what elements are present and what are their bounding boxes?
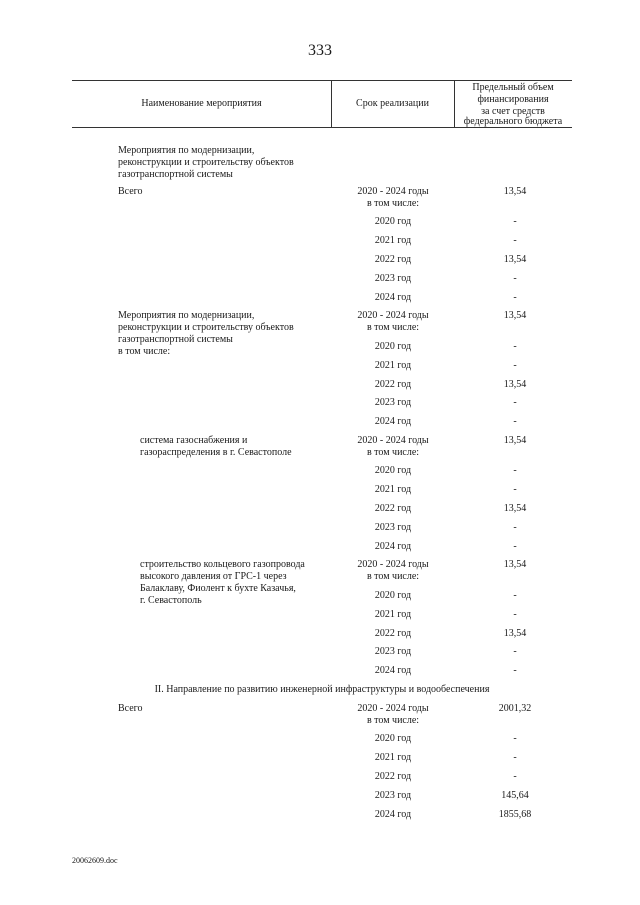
block6-value: 145,64 <box>501 790 529 801</box>
block3-year: 2020 год <box>374 341 412 352</box>
block4-name-line: система газоснабжения и <box>140 435 248 446</box>
block5-total: 13,54 <box>503 559 527 570</box>
block5-value: - <box>513 609 517 620</box>
block6-year: 2021 год <box>374 752 412 763</box>
block6-period-sub: в том числе: <box>366 715 420 726</box>
block4-value: - <box>513 522 517 533</box>
block4-name <box>140 435 340 459</box>
block2-total: 13,54 <box>503 186 527 197</box>
block3-year: 2022 год <box>374 379 412 390</box>
block3-period: 2020 - 2024 годы <box>357 310 429 321</box>
block6-year: 2020 год <box>374 733 412 744</box>
block6-value: - <box>513 733 517 744</box>
block4-value: - <box>513 484 517 495</box>
block3-value: - <box>513 397 517 408</box>
block5-year: 2024 год <box>374 665 412 676</box>
block4-value: - <box>513 541 517 552</box>
block4-year: 2023 год <box>374 522 412 533</box>
block1-name <box>118 145 338 181</box>
block5-name-line: строительство кольцевого газопровода <box>140 559 305 570</box>
block4-total: 13,54 <box>503 435 527 446</box>
block6-year: 2024 год <box>374 809 412 820</box>
block2-period-sub: в том числе: <box>366 198 420 209</box>
block5-name-line: Балаклаву, Фиолент к бухте Казачья, <box>140 583 296 594</box>
block3-name-line: газотранспортной системы <box>118 334 233 345</box>
block3-value: - <box>513 360 517 371</box>
block5-year: 2022 год <box>374 628 412 639</box>
header-top-rule <box>72 80 572 81</box>
block2-value: - <box>513 292 517 303</box>
block3-total: 13,54 <box>503 310 527 321</box>
block4-value: - <box>513 465 517 476</box>
block3-year: 2024 год <box>374 416 412 427</box>
block1-name-line: Мероприятия по модернизации, <box>118 145 255 156</box>
block5-name-line: высокого давления от ГРС-1 через <box>140 571 287 582</box>
header-funding-line: финансирования <box>477 94 549 105</box>
block3-name <box>118 310 338 358</box>
block5-name-line: г. Севастополь <box>140 595 202 606</box>
block6-value: - <box>513 771 517 782</box>
block3-name-line: Мероприятия по модернизации, <box>118 310 255 321</box>
block3-year: 2021 год <box>374 360 412 371</box>
block4-year: 2022 год <box>374 503 412 514</box>
block1-name-line: реконструкции и строительству объектов <box>118 157 294 168</box>
block6-period: 2020 - 2024 годы <box>357 703 429 714</box>
block2-year: 2021 год <box>374 235 412 246</box>
header-funding-line: за счет средств <box>481 106 545 117</box>
section-heading: II. Направление по развитию инженерной инфраструктуры и водообеспечения <box>154 684 490 695</box>
block3-period-sub: в том числе: <box>366 322 420 333</box>
block5-value: - <box>513 665 517 676</box>
block2-value: - <box>513 216 517 227</box>
page-number: 333 <box>308 42 332 59</box>
header-period-column: Срок реализации <box>356 98 429 109</box>
block6-year: 2023 год <box>374 790 412 801</box>
header-funding-line: Предельный объем <box>472 82 554 93</box>
block5-year: 2023 год <box>374 646 412 657</box>
block5-year: 2021 год <box>374 609 412 620</box>
block2-year: 2022 год <box>374 254 412 265</box>
block6-name: Всего <box>118 703 143 714</box>
block6-year: 2022 год <box>374 771 412 782</box>
block3-name-line: реконструкции и строительству объектов <box>118 322 294 333</box>
block4-period: 2020 - 2024 годы <box>357 435 429 446</box>
block5-value: - <box>513 646 517 657</box>
block4-year: 2020 год <box>374 465 412 476</box>
block2-value: 13,54 <box>503 254 527 265</box>
block2-year: 2020 год <box>374 216 412 227</box>
block5-name <box>140 559 340 607</box>
block2-name: Всего <box>118 186 143 197</box>
block3-year: 2023 год <box>374 397 412 408</box>
block4-name-line: газораспределения в г. Севастополе <box>140 447 292 458</box>
block5-period: 2020 - 2024 годы <box>357 559 429 570</box>
block6-value: 1855,68 <box>498 809 532 820</box>
block4-value: 13,54 <box>503 503 527 514</box>
block3-value: - <box>513 341 517 352</box>
block2-period: 2020 - 2024 годы <box>357 186 429 197</box>
block1-name-line: газотранспортной системы <box>118 169 233 180</box>
block2-value: - <box>513 273 517 284</box>
block4-year: 2024 год <box>374 541 412 552</box>
block2-value: - <box>513 235 517 246</box>
block4-year: 2021 год <box>374 484 412 495</box>
block6-value: - <box>513 752 517 763</box>
document-filename: 20062609.doc <box>72 856 118 865</box>
block2-year: 2023 год <box>374 273 412 284</box>
block5-year: 2020 год <box>374 590 412 601</box>
block5-value: 13,54 <box>503 628 527 639</box>
block3-name-line: в том числе: <box>118 346 171 357</box>
block3-value: 13,54 <box>503 379 527 390</box>
header-funding-line: федерального бюджета <box>463 116 563 127</box>
block6-total: 2001,32 <box>498 703 532 714</box>
block4-period-sub: в том числе: <box>366 447 420 458</box>
block5-period-sub: в том числе: <box>366 571 420 582</box>
block5-value: - <box>513 590 517 601</box>
block2-year: 2024 год <box>374 292 412 303</box>
header-name-column: Наименование мероприятия <box>141 98 262 109</box>
block3-value: - <box>513 416 517 427</box>
